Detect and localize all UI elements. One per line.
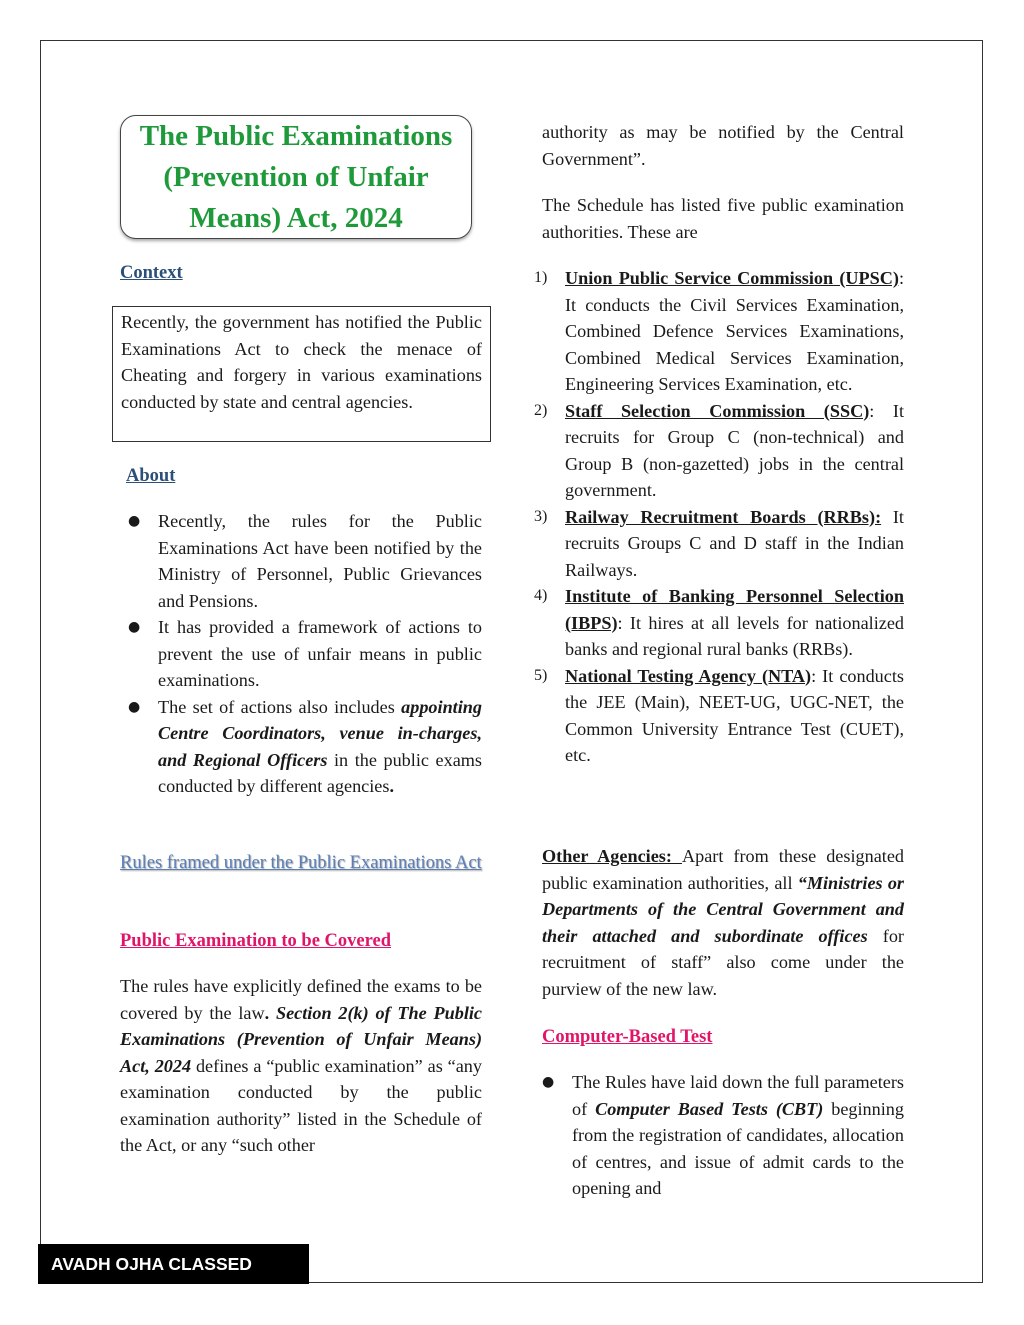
list-item: 4) Institute of Banking Personnel Selection (IBPS): It hires at all levels for nationalized banks and regional rural banks (RRBs). — [534, 586, 904, 659]
page-title: The Public Examinations (Prevention of Unfair Means) Act, 2024 — [139, 119, 453, 234]
about-list-wrap — [120, 508, 482, 800]
list-item: 3) Railway Recruitment Boards (RRBs): It recruits Groups C and D staff in the Indian Railways. — [534, 506, 904, 580]
rules-heading-wrap — [120, 847, 482, 878]
context-box — [112, 306, 491, 442]
rules-heading: Rules framed under the Public Examinations Act — [120, 853, 482, 873]
cbt-list — [534, 1069, 904, 1202]
covered-heading: Public Examination to be Covered — [120, 931, 391, 951]
covered-heading-wrap — [120, 927, 482, 955]
authorities-list — [534, 265, 904, 769]
about-heading-wrap — [126, 462, 426, 490]
context-heading-wrap — [120, 259, 482, 287]
continued-text: authority as may be notified by the Central Government”. — [542, 122, 904, 169]
other-agencies-label: Other Agencies: — [542, 846, 682, 866]
footer-brand: AVADH OJHA CLASSED — [38, 1244, 309, 1284]
cbt-list-wrap — [534, 1069, 904, 1202]
list-item: ● It has provided a framework of actions to prevent the use of unfair means in public examinations. — [120, 614, 482, 694]
context-heading: Context — [120, 263, 183, 283]
cbt-heading: Computer-Based Test — [542, 1027, 713, 1047]
list-item: 5) National Testing Agency (NTA): It conducts the JEE (Main), NEET-UG, UGC-NET, the Common University Entrance Test (CUET), etc. — [534, 665, 904, 765]
cbt-heading-wrap — [542, 1023, 904, 1051]
list-item: ● The set of actions also includes appointing Centre Coordinators, venue in-charges, and Regional Officers in the public exams conducted by different agencies. — [120, 694, 482, 800]
context-text: Recently, the government has notified the Public Examinations Act to check the menace of Cheating and forgery in various examinations conducted by state and central agencies. — [121, 312, 482, 412]
list-item: ● The Rules have laid down the full parameters of Computer Based Tests (CBT) beginning from the registration of candidates, allocation of centres, and issue of admit cards to the opening and — [534, 1069, 904, 1202]
covered-paragraph: The rules have explicitly defined the exams to be covered by the law. Section 2(k) of The Public Examinations (Prevention of Unfair Means) Act, 2024 defines a “public examination” as “any examination conducted by the public examination authority” listed in the Schedule of the Act, or any “such other — [120, 976, 482, 1155]
list-item: 2) Staff Selection Commission (SSC): It recruits for Group C (non-technical) and Group B (non-gazetted) jobs in the central government. — [534, 400, 904, 500]
authorities-list-wrap — [534, 265, 904, 769]
section-reference: Section 2(k) of The Public Examinations (Prevention of Unfair Means) Act, 2024 — [120, 1002, 482, 1076]
list-item: 1) Union Public Service Commission (UPSC): It conducts the Civil Services Examination, Combined Defence Services Examinations, Combined Medical Services Examination, Engineering Services Examination, etc. — [534, 268, 904, 394]
emphasis-text: appointing Centre Coordinators, venue in-charges, and Regional Officers — [158, 696, 482, 770]
title-box — [120, 115, 472, 239]
about-list — [120, 508, 482, 800]
list-item: ● Recently, the rules for the Public Examinations Act have been notified by the Ministry of Personnel, Public Grievances and Pensions. — [120, 508, 482, 614]
about-heading: About — [126, 466, 176, 486]
schedule-intro: The Schedule has listed five public examination authorities. These are — [542, 195, 904, 242]
other-agencies-paragraph: Other Agencies: Apart from these designated public examination authorities, all “Ministries or Departments of the Central Government and their attached and subordinate offices for recruitment of staff” also come under the purview of the new law. — [542, 846, 905, 999]
